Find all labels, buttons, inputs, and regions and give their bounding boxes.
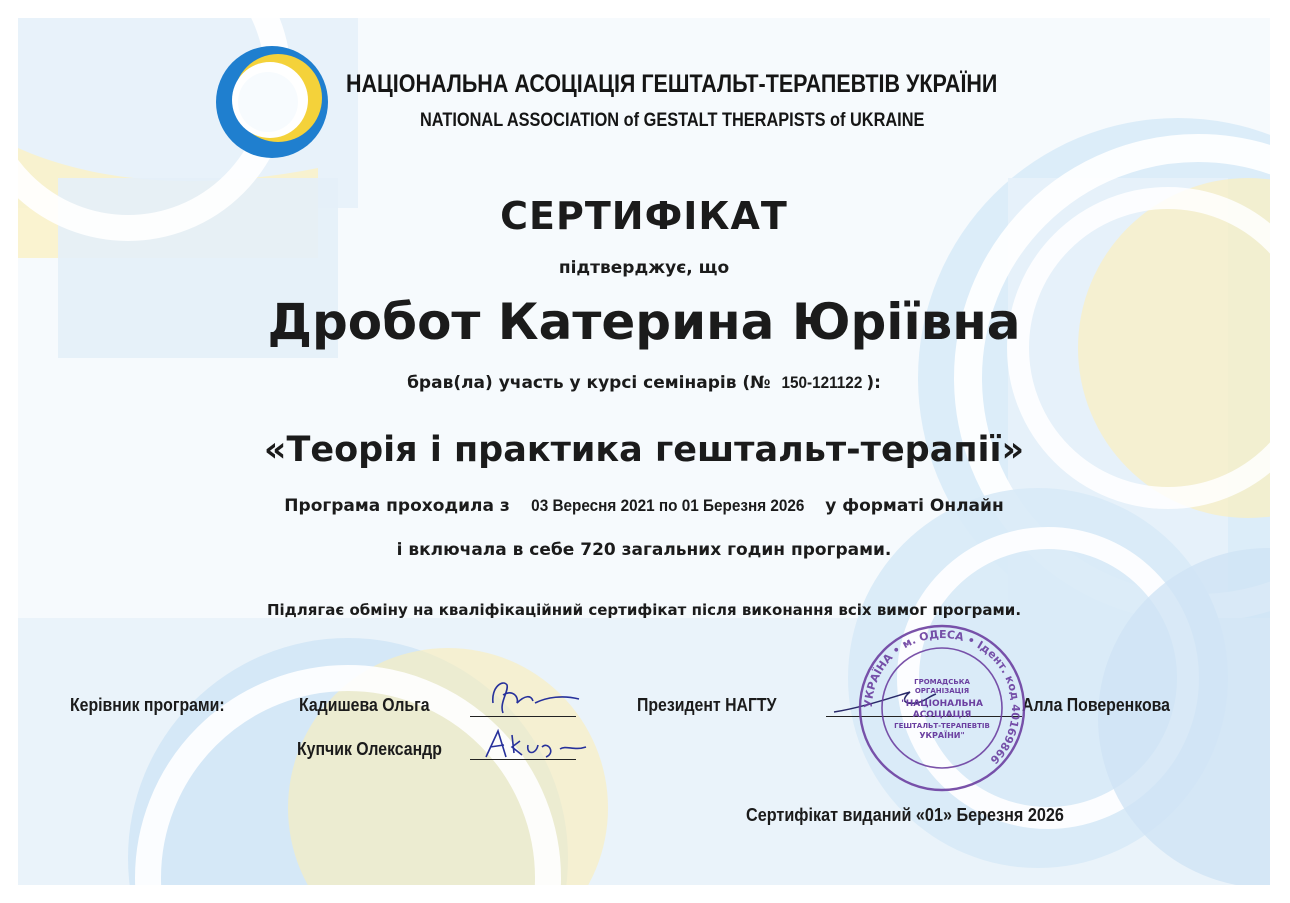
participation-prefix: брав(ла) участь у курсі семінарів (№ xyxy=(407,373,777,393)
stamp-line-4: АСОЦІАЦІЯ xyxy=(912,710,972,720)
stamp-line-3: "НАЦІОНАЛЬНА xyxy=(901,699,983,709)
stamp-line-6: УКРАЇНИ" xyxy=(919,731,965,740)
stamp-line-1: ГРОМАДСЬКА xyxy=(914,678,970,686)
course-title: «Теорія і практика гештальт-терапії» xyxy=(263,430,1025,470)
confirms-text: підтверджує, що xyxy=(558,258,730,278)
program-dates: 03 Вересня 2021 по 01 Березня 2026 xyxy=(530,496,805,515)
org-name-ukrainian: НАЦІОНАЛЬНА АСОЦІАЦІЯ ГЕШТАЛЬТ-ТЕРАПЕВТІВ УКРАЇНИ xyxy=(346,70,998,98)
program-prefix: Програма проходила з xyxy=(284,496,516,516)
exchange-note: Підлягає обміну на кваліфікаційний сертифікат після виконання всіх вимог програми. xyxy=(266,601,1022,619)
certificate-title: СЕРТИФІКАТ xyxy=(500,194,788,238)
org-name-english: NATIONAL ASSOCIATION of GESTALT THERAPISTS of UKRAINE xyxy=(420,110,925,131)
course-number: 150-121122 xyxy=(781,373,862,392)
stamp-line-2: ОРГАНІЗАЦІЯ xyxy=(914,687,970,695)
organization-stamp xyxy=(856,622,1028,794)
program-line xyxy=(18,496,1270,516)
president-name: Алла Поверенкова xyxy=(1022,695,1170,715)
participation-suffix: ): xyxy=(866,373,881,393)
hours-suffix: загальних годин програми. xyxy=(615,540,892,560)
stamp-ring-text: УКРАЇНА • м. ОДЕСА • Ідент. код 40169866 xyxy=(861,627,1023,767)
program-format: Онлайн xyxy=(929,496,1004,516)
program-head-1: Кадишева Ольга xyxy=(299,695,430,715)
program-head-2: Купчик Олександр xyxy=(297,739,442,759)
hours-prefix: і включала в себе xyxy=(396,540,581,560)
signature-mark-1 xyxy=(473,673,583,719)
hours-line xyxy=(18,540,1270,560)
signature-mark-2 xyxy=(476,723,596,763)
hours-value: 720 xyxy=(580,540,616,560)
program-head-label: Керівник програми: xyxy=(70,695,225,715)
logo-icon xyxy=(208,40,340,164)
issued-date: Сертифікат виданий «01» Березня 2026 xyxy=(746,805,1064,825)
president-label: Президент НАГТУ xyxy=(637,695,777,715)
participation-line xyxy=(18,373,1270,393)
format-prefix: у форматі xyxy=(819,496,930,516)
stamp-line-5: ГЕШТАЛЬТ-ТЕРАПЕВТІВ xyxy=(894,722,990,730)
recipient-name: Дробот Катерина Юріївна xyxy=(267,293,1021,351)
certificate-page xyxy=(18,18,1270,885)
